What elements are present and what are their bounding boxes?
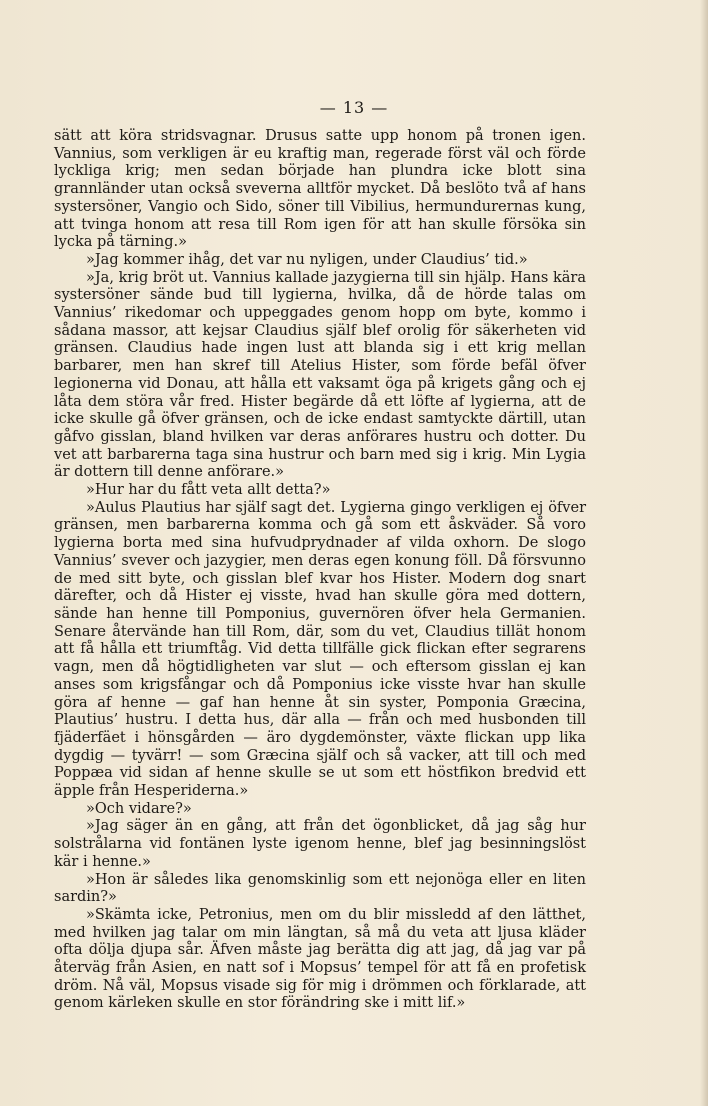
paragraph-5: »Aulus Plautius har själf sagt det. Lygierna gingo verkligen ej öfver gränsen, men barbarerna komma och gå som ett åskväder. Så voro lygierna borta med sina hufvudprydnader af vilda oxhorn. De slogo Vannius’ svever och jazygier, men deras egen konung föll. Då försvunno de med sitt byte, och gisslan blef kvar hos Hister. Modern dog snart därefter, och då Hister ej visste, hvad han skulle göra med dottern, sände han henne till Pomponius, guvernören öfver hela Germanien. Senare återvände han till Rom, där, som du vet, Claudius tillät honom att få hålla ett triumftåg. Vid detta tillfälle gick flickan efter segrarens vagn, men då högtidligheten var slut — och eftersom gisslan ej kan anses som krigsfångar och då Pomponius icke visste hvar han skulle göra af henne — gaf han henne åt sin syster, Pomponia Græcina, Plautius’ hustru. I detta hus, där alla — från och med husbonden till fjäderfäet i hönsgården — äro dygdemönster, växte flickan upp lika dygdig — tyvärr! — som Græcina själf och så vacker, att till och med Poppæa vid sidan af henne skulle se ut som ett höstfikon bredvid ett äpple från Hesperiderna.» — [54, 499, 586, 800]
paragraph-1: sätt att köra stridsvagnar. Drusus satte upp honom på tronen igen. Vannius, som verkligen är eu kraftig man, regerade först väl och förde lyckliga krig; men sedan började han plundra icke blott sina grannländer utan också sveverna alltför mycket. Då beslöto två af hans systersöner, Vangio och Sido, söner till Vibilius, hermundurernas kung, att tvinga honom att resa till Rom igen för att han skulle försöka sin lycka på tärning.» — [54, 128, 586, 251]
page-number: — 13 — — [319, 98, 389, 117]
paragraph-8: »Hon är således lika genomskinlig som ett nejonöga eller en liten sardin?» — [54, 871, 586, 906]
page-edge-shadow — [700, 0, 708, 1106]
body-text — [54, 128, 586, 1013]
paragraph-9: »Skämta icke, Petronius, men om du blir missledd af den lätthet, med hvilken jag talar om min längtan, så må du veta att ljusa kläder ofta dölja djupa sår. Äfven måste jag berätta dig att jag, då jag var på återväg från Asien, en natt sof i Mopsus’ tempel för att få en profetisk dröm. Nå väl, Mopsus visade sig för mig i drömmen och förklarade, att genom kärleken skulle en stor förändring ske i mitt lif.» — [54, 906, 586, 1012]
paragraph-2: »Jag kommer ihåg, det var nu nyligen, under Claudius’ tid.» — [86, 251, 528, 268]
paragraph-6: »Och vidare?» — [86, 800, 192, 817]
paragraph-4: »Hur har du fått veta allt detta?» — [86, 482, 331, 499]
paragraph-3: »Ja, krig bröt ut. Vannius kallade jazygierna till sin hjälp. Hans kära systersöner sände bud till lygierna, hvilka, då de hörde talas om Vannius’ rikedomar och uppeggades genom hopp om byte, kommo i sådana massor, att kejsar Claudius själf blef orolig för säkerheten vid gränsen. Claudius hade ingen lust att blanda sig i ett krig mellan barbarer, men han skref till Atelius Hister, som förde befäl öfver legionerna vid Donau, att hålla ett vaksamt öga på krigets gång och ej låta dem störa vår fred. Hister begärde då ett löfte af lygierna, att de icke skulle gå öfver gränsen, och de icke endast samtyckte därtill, utan gåfvo gisslan, bland hvilken var deras anförares hustru och dotter. Du vet att barbarerna taga sina hustrur och barn med sig i krig. Min Lygia är dottern till denne anförare.» — [54, 269, 586, 481]
paragraph-7: »Jag säger än en gång, att från det ögonblicket, då jag såg hur solstrålarna vid fontänen lyste igenom henne, blef jag besinningslöst kär i henne.» — [54, 818, 586, 870]
